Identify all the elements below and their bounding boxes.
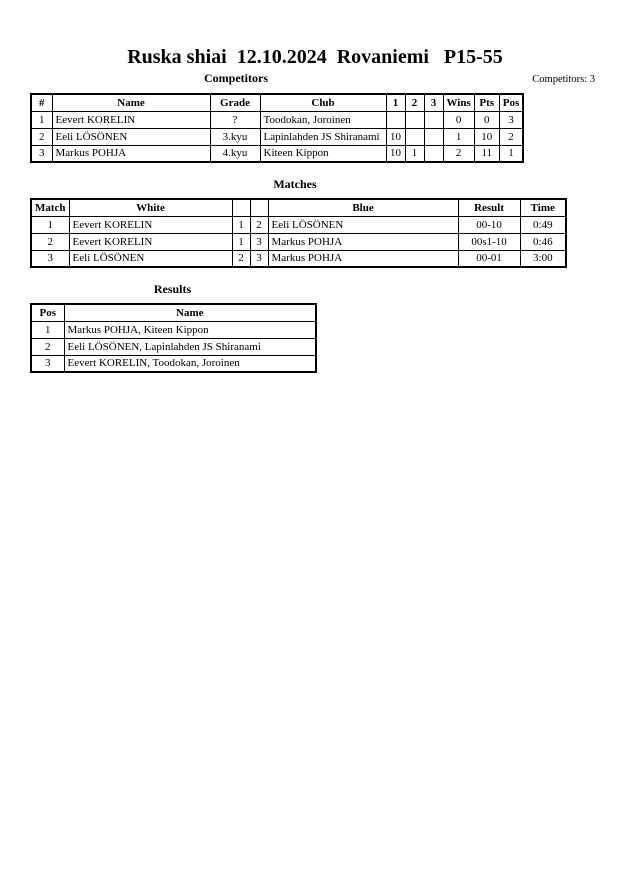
score2-cell	[405, 128, 424, 145]
club-cell: Kiteen Kippon	[260, 145, 386, 162]
col-header-result: Result	[458, 199, 520, 216]
col-header-wins: Wins	[443, 94, 474, 111]
score3-cell	[424, 145, 443, 162]
blue-number-cell: 3	[250, 250, 268, 267]
matches-section-title: Matches	[273, 177, 317, 191]
result-cell: 00-01	[458, 250, 520, 267]
matches-table	[30, 198, 567, 268]
blue-name-cell: Markus POHJA	[268, 250, 458, 267]
score3-cell	[424, 128, 443, 145]
blue-number-cell: 2	[250, 216, 268, 233]
grade-cell: 4.kyu	[210, 145, 260, 162]
time-cell: 3:00	[520, 250, 566, 267]
club-cell: Toodokan, Joroinen	[260, 111, 386, 128]
pts-cell: 0	[474, 111, 499, 128]
match-number-cell: 3	[31, 250, 69, 267]
col-header-pos: Pos	[499, 94, 523, 111]
score1-cell: 10	[386, 128, 405, 145]
col-header-blue-number	[250, 199, 268, 216]
col-header-score2: 2	[405, 94, 424, 111]
name-cell: Eeli LÖSÖNEN	[52, 128, 210, 145]
grade-cell: ?	[210, 111, 260, 128]
score3-cell	[424, 111, 443, 128]
result-name-cell: Markus POHJA, Kiteen Kippon	[64, 321, 316, 338]
time-cell: 0:46	[520, 233, 566, 250]
pos-cell: 3	[499, 111, 523, 128]
pos-cell: 1	[31, 321, 64, 338]
col-header-white-number	[232, 199, 250, 216]
table-row	[31, 145, 523, 162]
pos-cell: 2	[31, 338, 64, 355]
col-header-club: Club	[260, 94, 386, 111]
number-cell: 1	[31, 111, 52, 128]
blue-name-cell: Markus POHJA	[268, 233, 458, 250]
white-name-cell: Eevert KORELIN	[69, 216, 232, 233]
blue-name-cell: Eeli LÖSÖNEN	[268, 216, 458, 233]
page-title: Ruska shiai 12.10.2024 Rovaniemi P15-55	[127, 46, 503, 68]
col-header-time: Time	[520, 199, 566, 216]
number-cell: 3	[31, 145, 52, 162]
competitors-section-title: Competitors	[204, 71, 268, 85]
competitors-count: Competitors: 3	[532, 74, 595, 85]
blue-number-cell: 3	[250, 233, 268, 250]
name-cell: Markus POHJA	[52, 145, 210, 162]
col-header-number: #	[31, 94, 52, 111]
match-number-cell: 1	[31, 216, 69, 233]
table-row	[31, 250, 566, 267]
table-row	[31, 321, 316, 338]
pos-cell: 3	[31, 355, 64, 372]
white-number-cell: 2	[232, 250, 250, 267]
competitors-table	[30, 93, 524, 163]
pts-cell: 10	[474, 128, 499, 145]
result-cell: 00s1-10	[458, 233, 520, 250]
wins-cell: 2	[443, 145, 474, 162]
white-name-cell: Eevert KORELIN	[69, 233, 232, 250]
wins-cell: 0	[443, 111, 474, 128]
name-cell: Eevert KORELIN	[52, 111, 210, 128]
col-header-score3: 3	[424, 94, 443, 111]
table-row	[31, 355, 316, 372]
match-number-cell: 2	[31, 233, 69, 250]
col-header-name: Name	[64, 304, 316, 321]
results-header	[31, 304, 316, 321]
col-header-white: White	[69, 199, 232, 216]
result-name-cell: Eeli LÖSÖNEN, Lapinlahden JS Shiranami	[64, 338, 316, 355]
white-number-cell: 1	[232, 216, 250, 233]
result-cell: 00-10	[458, 216, 520, 233]
col-header-name: Name	[52, 94, 210, 111]
club-cell: Lapinlahden JS Shiranami	[260, 128, 386, 145]
results-section-title: Results	[153, 282, 192, 296]
score2-cell: 1	[405, 145, 424, 162]
pos-cell: 2	[499, 128, 523, 145]
white-name-cell: Eeli LÖSÖNEN	[69, 250, 232, 267]
table-row	[31, 128, 523, 145]
score1-cell: 10	[386, 145, 405, 162]
grade-cell: 3.kyu	[210, 128, 260, 145]
pts-cell: 11	[474, 145, 499, 162]
table-row	[31, 216, 566, 233]
table-row	[31, 338, 316, 355]
score1-cell	[386, 111, 405, 128]
table-row	[31, 233, 566, 250]
col-header-pts: Pts	[474, 94, 499, 111]
competitors-header	[31, 94, 523, 111]
results-table	[30, 303, 317, 373]
col-header-match: Match	[31, 199, 69, 216]
table-row	[31, 111, 523, 128]
col-header-grade: Grade	[210, 94, 260, 111]
time-cell: 0:49	[520, 216, 566, 233]
score2-cell	[405, 111, 424, 128]
col-header-score1: 1	[386, 94, 405, 111]
col-header-blue: Blue	[268, 199, 458, 216]
number-cell: 2	[31, 128, 52, 145]
result-name-cell: Eevert KORELIN, Toodokan, Joroinen	[64, 355, 316, 372]
pos-cell: 1	[499, 145, 523, 162]
white-number-cell: 1	[232, 233, 250, 250]
matches-header	[31, 199, 566, 216]
wins-cell: 1	[443, 128, 474, 145]
col-header-pos: Pos	[31, 304, 64, 321]
competitors-header-row	[30, 71, 600, 87]
